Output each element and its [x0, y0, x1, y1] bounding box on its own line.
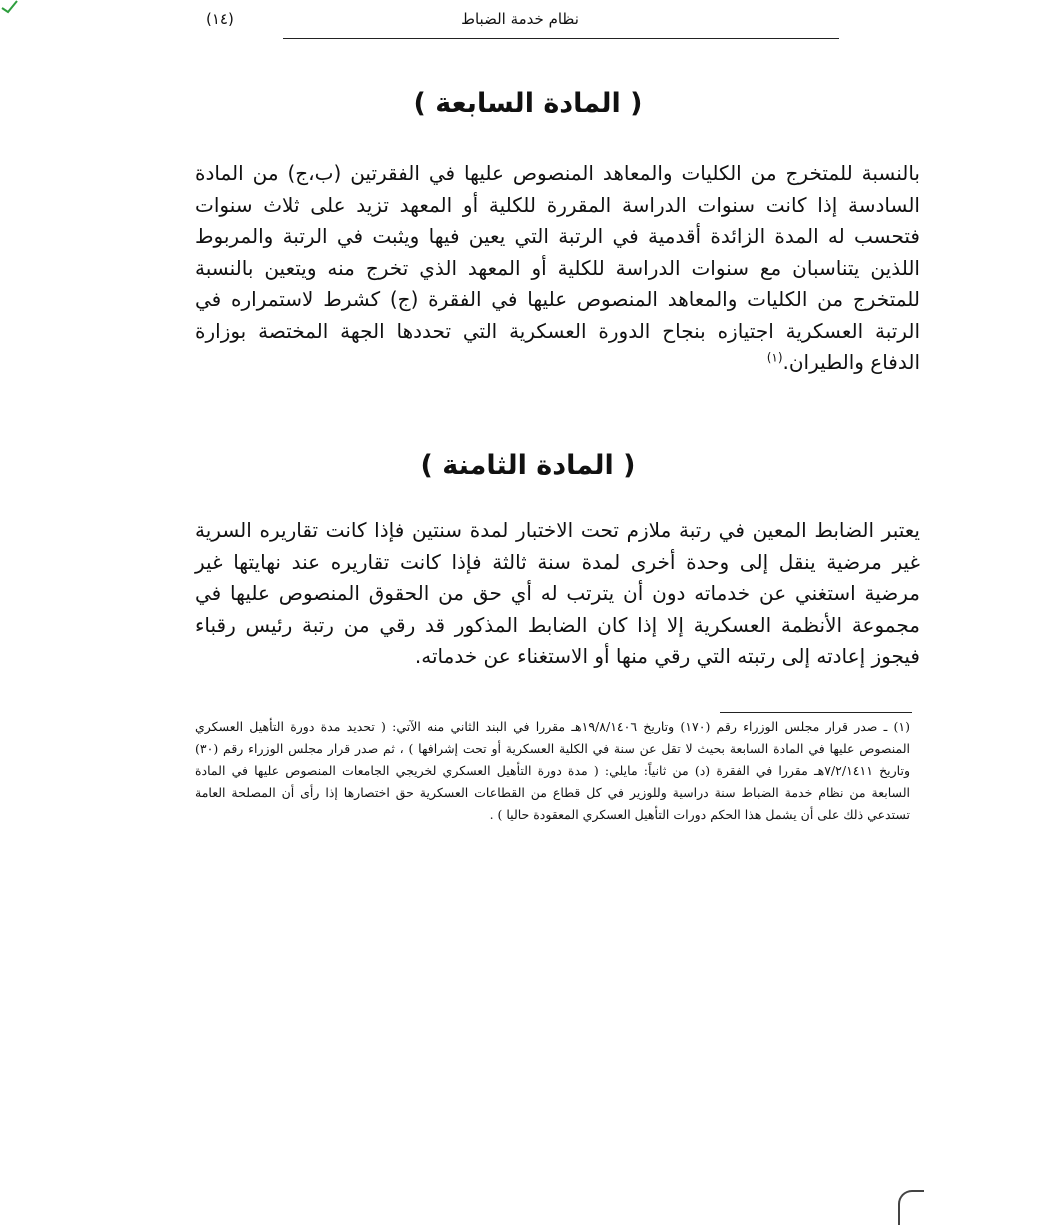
header-divider — [283, 38, 839, 39]
article-8-body: يعتبر الضابط المعين في رتبة ملازم تحت الاختبار لمدة سنتين فإذا كانت تقاريره السرية غير مرضية ينقل إلى وحدة أخرى لمدة سنة ثالثة فإذا كانت تقاريره عند نهايتها غير مرضية استغني عن خدماته دون أن يترتب له أي حق من الحقوق المنصوص عليها في مجموعة الأنظمة العسكرية إلا إذا كان الضابط المذكور قد رقي من رتبة رئيس رقباء فيجوز إعادته إلى رتبته التي رقي منها أو الاستغناء عن خدماته. — [195, 518, 920, 668]
article-8-heading: ( المادة الثامنة ) — [420, 450, 636, 481]
page-header — [200, 8, 840, 38]
footnote-divider — [720, 712, 912, 713]
running-title: نظام خدمة الضباط — [461, 10, 579, 28]
article-7-heading: ( المادة السابعة ) — [413, 88, 643, 119]
article-7-body — [195, 158, 920, 379]
page-corner-mark — [898, 1190, 924, 1225]
page-number: (١٤) — [206, 10, 234, 28]
check-mark-icon — [0, 0, 18, 14]
article-7-text: بالنسبة للمتخرج من الكليات والمعاهد المنصوص عليها في الفقرتين (ب،ج) من المادة السادسة إذا كانت سنوات الدراسة المقررة للكلية أو المعهد تزيد على ثلاث سنوات فتحسب له المدة الزائدة أقدمية في الرتبة التي يعين فيها ويثبت في الرتبة والمربوط اللذين يتناسبان مع سنوات الدراسة للكلية أو المعهد الذي تخرج منه ويتعين بالنسبة للمتخرج من الكليات والمعاهد المنصوص عليها في الفقرة (ج) كشرط لاستمراره في الرتبة العسكرية اجتيازه بنجاح الدورة العسكرية التي تحددها الجهة المختصة بوزارة الدفاع والطيران. — [195, 161, 920, 374]
footnote: (١) ـ صدر قرار مجلس الوزراء رقم (١٧٠) وتاريخ ١٩/٨/١٤٠٦هـ مقررا في البند الثاني منه الآتي: ( تحديد مدة دورة التأهيل العسكري المنصوص عليها في المادة السابعة بحيث لا تقل عن سنة في الكلية العسكرية أو تحت إشرافها ) ، ثم صدر قرار مجلس الوزراء رقم (٣٠) وتاريخ ٧/٢/١٤١١هـ مقررا في الفقرة (د) من ثانياً: مايلي: ( مدة دورة التأهيل العسكري لخريجي الجامعات المنصوص عليها في المادة السابعة من نظام خدمة الضباط سنة دراسية وللوزير في كل قطاع من القطاعات العسكرية حق اختصارها إذا رأى أن المصلحة العامة تستدعي ذلك على أن يشمل هذا الحكم دورات التأهيل العسكري المعقودة حاليا ) . — [195, 719, 911, 822]
footnote-reference: (١) — [766, 350, 783, 365]
